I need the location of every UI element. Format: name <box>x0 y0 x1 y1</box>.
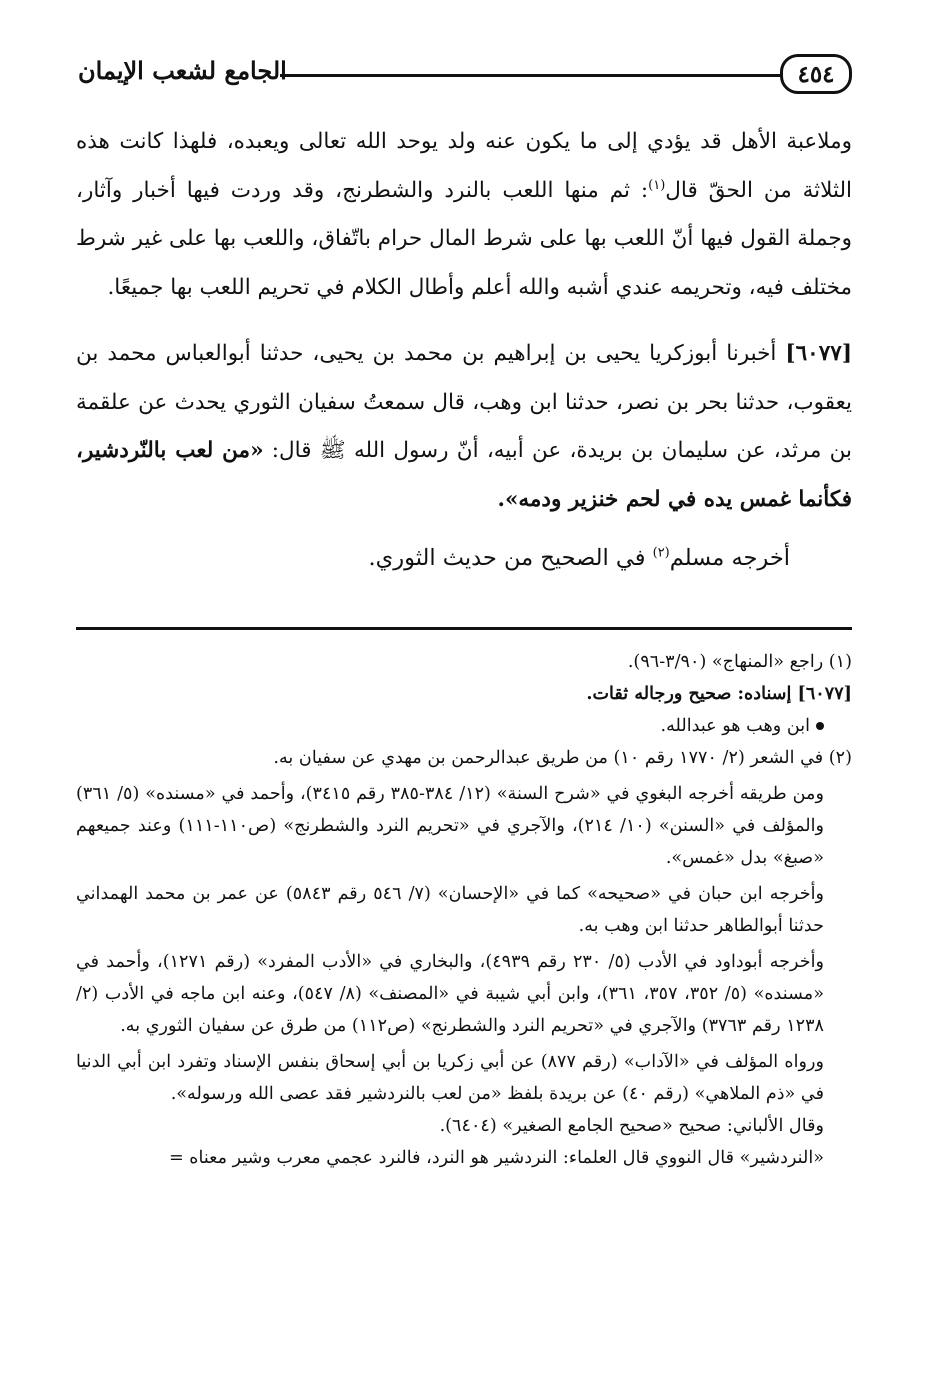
footnote-2-paragraph-5: وقال الألباني: صحيح «صحيح الجامع الصغير» (٦٤٠٤). <box>439 1116 824 1136</box>
commentary-text: وملاعبة الأهل قد يؤدي إلى ما يكون عنه ولد يوحد الله تعالى ويعبده، فلهذا كانت هذه الثلاثة من الحقّ قال <box>76 129 852 203</box>
takhrij-line <box>76 534 852 583</box>
book-title: الجامع لشعب الإيمان <box>78 56 287 85</box>
hadith-number: [٦٠٧٧] <box>785 341 852 366</box>
footnote-separator <box>76 627 852 630</box>
footnote-hadith-label: [٦٠٧٧] <box>797 683 852 704</box>
footnote-hadith-grade <box>76 678 852 710</box>
main-text <box>76 118 852 583</box>
footnote-1: (١) راجع «المنهاج» (٣/٩٠-٩٦). <box>627 652 852 672</box>
footnote-ref-2: (٢) <box>652 545 670 561</box>
commentary-paragraph <box>76 118 852 312</box>
footnote-bullet-text: ابن وهب هو عبدالله. <box>660 716 810 736</box>
header-rule <box>280 74 780 77</box>
footnote-2-paragraph-1: ومن طريقه أخرجه البغوي في «شرح السنة» (١٢/ ٣٨٤-٣٨٥ رقم ٣٤١٥)، وأحمد في «مسنده» (٥/ ٣٦١) والمؤلف في «السنن» (١٠/ ٢١٤)، والآجري في «تحريم النرد والشطرنج» (ص١١٠-١١١) وعند جميعهم «صبغ» بدل «غمس». <box>76 784 825 868</box>
hadith-paragraph <box>76 330 852 524</box>
footnote-2: (٢) في الشعر (٢/ ١٧٧٠ رقم ١٠) من طريق عبدالرحمن بن مهدي عن سفيان به. <box>273 748 852 768</box>
footnote-2-paragraph-4: ورواه المؤلف في «الآداب» (رقم ٨٧٧) عن أبي زكريا بن أبي إسحاق بنفس الإسناد وتفرد ابن أبي الدنيا في «ذم الملاهي» (رقم ٤٠) عن بريدة بلفظ «من لعب بالنردشير فقد عصى الله ورسوله». <box>76 1052 824 1104</box>
takhrij-text-rest: في الصحيح من حديث الثوري. <box>368 545 653 571</box>
footnote-hadith-text: إسناده: صحيح ورجاله ثقات. <box>586 683 798 704</box>
running-header <box>0 52 930 102</box>
footnote-2-paragraph-2: وأخرجه ابن حبان في «صحيحه» كما في «الإحسان» (٧/ ٥٤٦ رقم ٥٨٤٣) عن عمر بن محمد الهمداني حدثنا أبوالطاهر حدثنا ابن وهب به. <box>76 884 824 936</box>
footnote-2-paragraph-3: وأخرجه أبوداود في الأدب (٥/ ٢٣٠ رقم ٤٩٣٩)، والبخاري في «الأدب المفرد» (رقم ١٢٧١)، وأحمد في «مسنده» (٥/ ٣٥٢، ٣٥٧، ٣٦١)، وابن أبي شيبة في «المصنف» (٨/ ٥٤٧)، وعنه ابن ماجه في الأدب (٢/ ١٢٣٨ رقم ٣٧٦٣) والآجري في «تحريم النرد والشطرنج» (ص١١٢) من طرق عن سفيان الثوري به. <box>76 952 824 1036</box>
takhrij-text: أخرجه مسلم <box>669 545 790 571</box>
page-number: ٤٥٤ <box>780 54 852 94</box>
commentary-text-rest: : ثم منها اللعب بالنرد والشطرنج، وقد وردت فيها أخبار وآثار، وجملة القول فيها أنّ اللعب بها على شرط المال حرام باتّفاق، واللعب بها على غير شرط مختلف فيه، وتحريمه عندي أشبه والله أعلم وأطال الكلام في تحريم اللعب بها جميعًا. <box>76 177 852 300</box>
hadith-isnad: أخبرنا أبوزكريا يحيى بن إبراهيم بن محمد بن يحيى، حدثنا أبوالعباس محمد بن يعقوب، حدثنا بحر بن نصر، حدثنا ابن وهب، قال سمعتُ سفيان الثوري يحدث عن علقمة بن مرثد، عن سليمان بن بريدة، عن أبيه، أنّ رسول الله ﷺ قال: <box>76 341 853 463</box>
hadith-matn: «من لعب بالنّردشير، فكأنما غمس يده في لحم خنزير ودمه». <box>76 438 852 512</box>
footnote-2-paragraph-6: «النردشير» قال النووي قال العلماء: النردشير هو النرد، فالنرد عجمي معرب وشير معناه = <box>168 1148 824 1168</box>
footnote-bullet-item <box>76 710 852 742</box>
bullet-icon <box>816 722 824 730</box>
footnote-ref-1: (١) <box>648 177 666 193</box>
footnotes <box>76 646 852 1174</box>
